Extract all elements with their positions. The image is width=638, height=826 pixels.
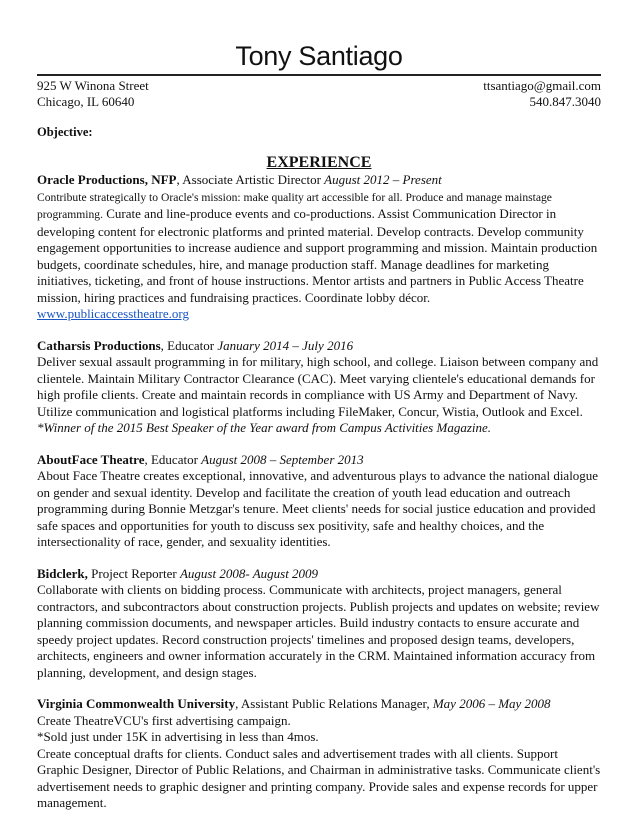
entry-header [37,696,601,713]
candidate-name: Tony Santiago [235,41,403,71]
contact-block [37,78,601,110]
address-block [37,78,149,110]
experience-entry-vcu [37,696,601,812]
entry-header [37,566,601,583]
organization-name: Oracle Productions, NFP [37,172,177,187]
experience-heading: EXPERIENCE [266,154,372,171]
entry-description-intro: Contribute strategically to Oracle's mission: make quality art accessible for all. Produce and manage mainstage programming. [37,190,552,221]
address-street: 925 W Winona Street [37,78,149,93]
entry-description [37,354,601,437]
experience-entry-aboutface [37,452,601,551]
experience-entry-bidclerk [37,566,601,682]
experience-entry-oracle [37,172,601,323]
email-address: ttsantiago@gmail.com [483,78,601,93]
entry-header [37,452,601,469]
award-note: *Winner of the 2015 Best Speaker of the Year award from Campus Activities Magazine. [37,420,492,435]
job-title: Project Reporter [87,565,180,581]
entry-description [37,189,601,307]
address-city: Chicago, IL 60640 [37,94,135,109]
phone-number: 540.847.3040 [529,94,601,109]
employment-dates: August 2008 – September 2013 [201,451,364,467]
entry-description: About Face Theatre creates exceptional, innovative, and adventurous plays to advance the national dialogue on gender and sexual identity. Develop and facilitate the creation of youth lead education and outreach programming during Bonnie Metzgar's tenure. Meet clients' needs for social justice education and provided safe spaces and opportunities for youth to discuss sex positivity, safe and healthy choices, and the intersectionality of race, gender, and sexuality identities. [37,468,599,549]
employment-dates: August 2012 – Present [324,172,442,187]
entry-description: Create conceptual drafts for clients. Conduct sales and advertisement trades with all clients. Support Graphic Designer, Director of Public Relations, and Chairman in administrative tasks. Communicate client's advertisement needs to graphic designer and printing company. Provide sales and expense records for upper management. [37,745,601,810]
entry-description-body: Curate and line-produce events and co-productions. Assist Communication Director in developing content for electronic platforms and printed material. Develop contracts. Develop community engagement opportunities to increase audience and support programming and mission. Maintain production budgets, coordinate schedules, hire, and manage production staff. Manage deadlines for marketing initiatives, ticketing, and front of house instructions. Mentor artists and partners in Public Access Theatre mission, hiring practices and fundraising practices. Coordinate lobby décor. [37,206,598,305]
organization-name: Catharsis Productions [37,337,161,353]
entry-description-body: Deliver sexual assault programming in for military, high school, and college. Liaison between company and clientele. Maintain Military Contractor Clearance (CAC). Meet varying clientele's educational demands for high profile clients. Create and maintain records in compliance with US Army and Department of Navy. Utilize communication and logistical platforms including FileMaker, Concur, Wistia, Outlook and Excel. [37,354,599,419]
experience-entry-catharsis [37,338,601,437]
website-link[interactable]: www.publicaccesstheatre.org [37,306,189,321]
entry-header [37,338,601,355]
employment-dates: January 2014 – July 2016 [217,337,354,353]
contact-info [483,78,601,110]
entry-header [37,172,601,189]
job-title: , Educator [160,337,218,353]
job-title: , Associate Artistic Director [176,172,325,187]
job-title: , Assistant Public Relations Manager, [235,696,433,711]
resume-page [37,40,601,812]
organization-name: AboutFace Theatre [37,451,145,467]
organization-name: Virginia Commonwealth University [37,696,236,711]
employment-dates: May 2006 – May 2008 [432,696,551,711]
organization-name: Bidclerk, [37,565,88,581]
entry-description: Collaborate with clients on bidding process. Communicate with architects, project managers, general contractors, and subcontractors about construction projects. Publish projects and updates on website; review planning commission documents, and newspaper articles. Build industry contacts to ensure accurate and speedy project updates. Record construction projects' timelines and proposed design teams, developers, architects, engineers and owner information accurately in the CRM. Maintained information accuracy from planning, development, and design stages. [37,582,600,680]
employment-dates: August 2008- August 2009 [179,565,319,581]
job-title: , Educator [144,451,202,467]
entry-line: Create TheatreVCU's first advertising campaign. [37,712,291,728]
header-divider [37,74,601,76]
objective-label: Objective: [37,125,93,139]
entry-line: *Sold just under 15K in advertising in less than 4mos. [37,729,319,744]
